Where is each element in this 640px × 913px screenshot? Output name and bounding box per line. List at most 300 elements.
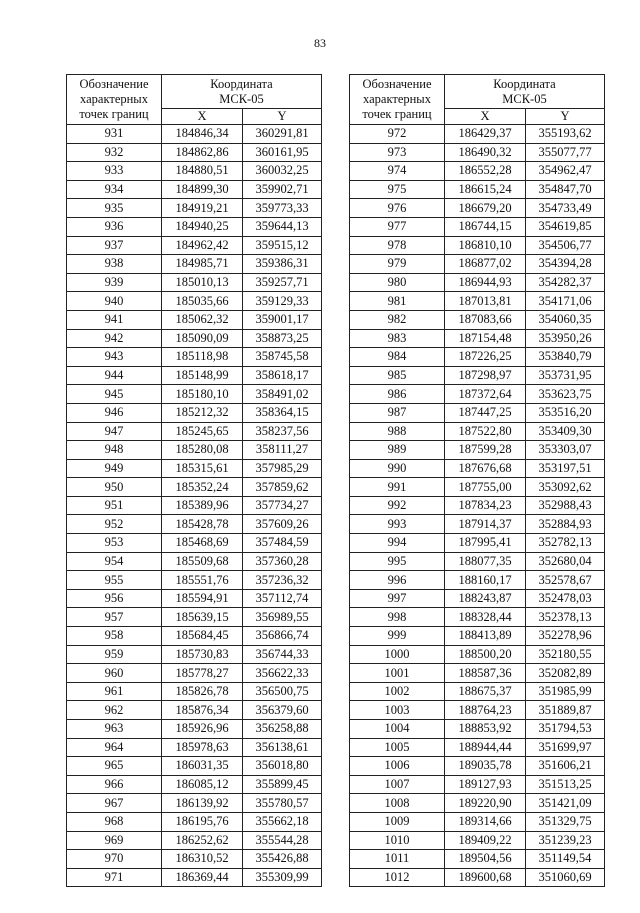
point-number-cell: 970 xyxy=(67,850,162,869)
point-number-cell: 935 xyxy=(67,199,162,218)
table-row xyxy=(67,125,322,144)
y-coordinate-cell: 351699,97 xyxy=(526,738,605,757)
point-number-cell: 978 xyxy=(350,236,445,255)
y-coordinate-cell: 356258,88 xyxy=(243,720,322,739)
y-coordinate-cell: 356622,33 xyxy=(243,664,322,683)
table-row xyxy=(350,162,605,181)
y-coordinate-cell: 359773,33 xyxy=(243,199,322,218)
y-coordinate-cell: 360291,81 xyxy=(243,125,322,144)
y-coordinate-cell: 354962,47 xyxy=(526,162,605,181)
header-coordinate xyxy=(162,75,322,109)
table-row xyxy=(350,812,605,831)
table-row xyxy=(67,459,322,478)
x-coordinate-cell: 187154,48 xyxy=(445,329,526,348)
x-coordinate-cell: 189220,90 xyxy=(445,794,526,813)
table-row xyxy=(67,682,322,701)
y-coordinate-cell: 359515,12 xyxy=(243,236,322,255)
table-row xyxy=(350,571,605,590)
table-row xyxy=(67,645,322,664)
point-number-cell: 980 xyxy=(350,273,445,292)
y-coordinate-cell: 358491,02 xyxy=(243,385,322,404)
table-row xyxy=(67,868,322,887)
y-coordinate-cell: 359644,13 xyxy=(243,217,322,236)
table-row xyxy=(350,180,605,199)
x-coordinate-cell: 186810,10 xyxy=(445,236,526,255)
x-coordinate-cell: 186552,28 xyxy=(445,162,526,181)
table-row xyxy=(67,515,322,534)
y-coordinate-cell: 357985,29 xyxy=(243,459,322,478)
x-coordinate-cell: 185010,13 xyxy=(162,273,243,292)
table-row xyxy=(67,292,322,311)
table-row xyxy=(350,720,605,739)
point-number-cell: 951 xyxy=(67,496,162,515)
x-coordinate-cell: 187013,81 xyxy=(445,292,526,311)
table-row xyxy=(350,422,605,441)
x-coordinate-cell: 188328,44 xyxy=(445,608,526,627)
y-coordinate-cell: 351889,87 xyxy=(526,701,605,720)
y-coordinate-cell: 356866,74 xyxy=(243,627,322,646)
table-row xyxy=(350,273,605,292)
point-number-cell: 967 xyxy=(67,794,162,813)
x-coordinate-cell: 184899,30 xyxy=(162,180,243,199)
point-number-cell: 945 xyxy=(67,385,162,404)
x-coordinate-cell: 185594,91 xyxy=(162,589,243,608)
table-row xyxy=(350,775,605,794)
x-coordinate-cell: 187755,00 xyxy=(445,478,526,497)
coordinates-table-left xyxy=(66,74,322,887)
point-number-cell: 952 xyxy=(67,515,162,534)
header-point-name-line3: точек границ xyxy=(79,107,149,121)
table-row xyxy=(67,608,322,627)
x-coordinate-cell: 187298,97 xyxy=(445,366,526,385)
y-coordinate-cell: 356379,60 xyxy=(243,701,322,720)
x-coordinate-cell: 185684,45 xyxy=(162,627,243,646)
x-coordinate-cell: 188944,44 xyxy=(445,738,526,757)
x-coordinate-cell: 187914,37 xyxy=(445,515,526,534)
point-number-cell: 1009 xyxy=(350,812,445,831)
table-row xyxy=(67,217,322,236)
header-y: Y xyxy=(243,109,322,125)
point-number-cell: 1003 xyxy=(350,701,445,720)
point-number-cell: 932 xyxy=(67,143,162,162)
y-coordinate-cell: 351606,21 xyxy=(526,757,605,776)
point-number-cell: 1012 xyxy=(350,868,445,887)
header-coordinate-line2: МСК-05 xyxy=(502,91,547,106)
point-number-cell: 987 xyxy=(350,403,445,422)
table-row xyxy=(67,850,322,869)
table-row xyxy=(350,217,605,236)
table-row xyxy=(350,366,605,385)
point-number-cell: 938 xyxy=(67,255,162,274)
x-coordinate-cell: 184880,51 xyxy=(162,162,243,181)
point-number-cell: 943 xyxy=(67,348,162,367)
point-number-cell: 946 xyxy=(67,403,162,422)
y-coordinate-cell: 357112,74 xyxy=(243,589,322,608)
x-coordinate-cell: 185180,10 xyxy=(162,385,243,404)
y-coordinate-cell: 352278,96 xyxy=(526,627,605,646)
table-row xyxy=(350,348,605,367)
table-row xyxy=(67,255,322,274)
header-point-name-line3: точек границ xyxy=(362,107,432,121)
point-number-cell: 972 xyxy=(350,125,445,144)
x-coordinate-cell: 185778,27 xyxy=(162,664,243,683)
point-number-cell: 989 xyxy=(350,441,445,460)
point-number-cell: 955 xyxy=(67,571,162,590)
x-coordinate-cell: 187599,28 xyxy=(445,441,526,460)
table-row xyxy=(67,812,322,831)
x-coordinate-cell: 186679,20 xyxy=(445,199,526,218)
y-coordinate-cell: 358745,58 xyxy=(243,348,322,367)
table-row xyxy=(350,403,605,422)
table-row xyxy=(67,757,322,776)
y-coordinate-cell: 357734,27 xyxy=(243,496,322,515)
point-number-cell: 982 xyxy=(350,310,445,329)
y-coordinate-cell: 358237,56 xyxy=(243,422,322,441)
y-coordinate-cell: 354394,28 xyxy=(526,255,605,274)
point-number-cell: 954 xyxy=(67,552,162,571)
table-row xyxy=(350,645,605,664)
y-coordinate-cell: 355780,57 xyxy=(243,794,322,813)
table-row xyxy=(350,125,605,144)
y-coordinate-cell: 358364,15 xyxy=(243,403,322,422)
table-row xyxy=(350,515,605,534)
table-row xyxy=(67,534,322,553)
table-row xyxy=(350,850,605,869)
y-coordinate-cell: 353840,79 xyxy=(526,348,605,367)
y-coordinate-cell: 351513,25 xyxy=(526,775,605,794)
point-number-cell: 975 xyxy=(350,180,445,199)
x-coordinate-cell: 185389,96 xyxy=(162,496,243,515)
table-row xyxy=(67,831,322,850)
x-coordinate-cell: 185639,15 xyxy=(162,608,243,627)
x-coordinate-cell: 185428,78 xyxy=(162,515,243,534)
point-number-cell: 959 xyxy=(67,645,162,664)
y-coordinate-cell: 357609,26 xyxy=(243,515,322,534)
point-number-cell: 941 xyxy=(67,310,162,329)
y-coordinate-cell: 358618,17 xyxy=(243,366,322,385)
header-y: Y xyxy=(526,109,605,125)
x-coordinate-cell: 187447,25 xyxy=(445,403,526,422)
y-coordinate-cell: 356989,55 xyxy=(243,608,322,627)
point-number-cell: 939 xyxy=(67,273,162,292)
x-coordinate-cell: 189035,78 xyxy=(445,757,526,776)
table-row xyxy=(67,273,322,292)
table-row xyxy=(67,385,322,404)
table-row xyxy=(67,199,322,218)
point-number-cell: 947 xyxy=(67,422,162,441)
header-point-name-line2: характерных xyxy=(80,92,148,106)
header-point-name xyxy=(67,75,162,125)
point-number-cell: 933 xyxy=(67,162,162,181)
table-row xyxy=(67,441,322,460)
table-row xyxy=(67,162,322,181)
table-row xyxy=(350,236,605,255)
point-number-cell: 968 xyxy=(67,812,162,831)
point-number-cell: 1004 xyxy=(350,720,445,739)
y-coordinate-cell: 359129,33 xyxy=(243,292,322,311)
x-coordinate-cell: 185468,69 xyxy=(162,534,243,553)
table-row xyxy=(67,348,322,367)
point-number-cell: 960 xyxy=(67,664,162,683)
x-coordinate-cell: 189600,68 xyxy=(445,868,526,887)
x-coordinate-cell: 185148,99 xyxy=(162,366,243,385)
point-number-cell: 999 xyxy=(350,627,445,646)
y-coordinate-cell: 357360,28 xyxy=(243,552,322,571)
y-coordinate-cell: 355544,28 xyxy=(243,831,322,850)
y-coordinate-cell: 352180,55 xyxy=(526,645,605,664)
y-coordinate-cell: 353950,26 xyxy=(526,329,605,348)
y-coordinate-cell: 352988,43 xyxy=(526,496,605,515)
y-coordinate-cell: 357236,32 xyxy=(243,571,322,590)
y-coordinate-cell: 351239,23 xyxy=(526,831,605,850)
table-row xyxy=(350,682,605,701)
table-row xyxy=(350,831,605,850)
table-row xyxy=(350,608,605,627)
point-number-cell: 981 xyxy=(350,292,445,311)
y-coordinate-cell: 352782,13 xyxy=(526,534,605,553)
point-number-cell: 964 xyxy=(67,738,162,757)
table-row xyxy=(67,236,322,255)
x-coordinate-cell: 189127,93 xyxy=(445,775,526,794)
table-row xyxy=(350,143,605,162)
y-coordinate-cell: 353303,07 xyxy=(526,441,605,460)
x-coordinate-cell: 184962,42 xyxy=(162,236,243,255)
point-number-cell: 977 xyxy=(350,217,445,236)
y-coordinate-cell: 354733,49 xyxy=(526,199,605,218)
point-number-cell: 958 xyxy=(67,627,162,646)
point-number-cell: 1008 xyxy=(350,794,445,813)
point-number-cell: 966 xyxy=(67,775,162,794)
y-coordinate-cell: 360032,25 xyxy=(243,162,322,181)
point-number-cell: 971 xyxy=(67,868,162,887)
y-coordinate-cell: 355426,88 xyxy=(243,850,322,869)
x-coordinate-cell: 186139,92 xyxy=(162,794,243,813)
table-row xyxy=(67,589,322,608)
page-number: 83 xyxy=(314,36,326,50)
point-number-cell: 1011 xyxy=(350,850,445,869)
y-coordinate-cell: 352680,04 xyxy=(526,552,605,571)
y-coordinate-cell: 355899,45 xyxy=(243,775,322,794)
table-row xyxy=(350,292,605,311)
x-coordinate-cell: 188853,92 xyxy=(445,720,526,739)
x-coordinate-cell: 185118,98 xyxy=(162,348,243,367)
x-coordinate-cell: 186369,44 xyxy=(162,868,243,887)
x-coordinate-cell: 189504,56 xyxy=(445,850,526,869)
y-coordinate-cell: 354619,85 xyxy=(526,217,605,236)
point-number-cell: 973 xyxy=(350,143,445,162)
table-row xyxy=(67,329,322,348)
table-body-left xyxy=(67,125,322,887)
point-number-cell: 986 xyxy=(350,385,445,404)
header-coordinate-line1: Координата xyxy=(493,76,556,91)
header-point-name-line1: Обозначение xyxy=(362,77,432,91)
x-coordinate-cell: 187522,80 xyxy=(445,422,526,441)
header-point-name-line2: характерных xyxy=(363,92,431,106)
x-coordinate-cell: 185876,34 xyxy=(162,701,243,720)
x-coordinate-cell: 187083,66 xyxy=(445,310,526,329)
x-coordinate-cell: 186877,02 xyxy=(445,255,526,274)
x-coordinate-cell: 187834,23 xyxy=(445,496,526,515)
x-coordinate-cell: 185352,24 xyxy=(162,478,243,497)
x-coordinate-cell: 186031,35 xyxy=(162,757,243,776)
header-x: X xyxy=(445,109,526,125)
x-coordinate-cell: 186085,12 xyxy=(162,775,243,794)
table-row xyxy=(67,422,322,441)
x-coordinate-cell: 187226,25 xyxy=(445,348,526,367)
table-row xyxy=(350,664,605,683)
x-coordinate-cell: 187372,64 xyxy=(445,385,526,404)
y-coordinate-cell: 359902,71 xyxy=(243,180,322,199)
table-row xyxy=(350,701,605,720)
y-coordinate-cell: 353409,30 xyxy=(526,422,605,441)
header-point-name-line1: Обозначение xyxy=(79,77,149,91)
point-number-cell: 940 xyxy=(67,292,162,311)
y-coordinate-cell: 356138,61 xyxy=(243,738,322,757)
point-number-cell: 1002 xyxy=(350,682,445,701)
x-coordinate-cell: 185551,76 xyxy=(162,571,243,590)
y-coordinate-cell: 351060,69 xyxy=(526,868,605,887)
x-coordinate-cell: 187676,68 xyxy=(445,459,526,478)
table-row xyxy=(67,180,322,199)
point-number-cell: 993 xyxy=(350,515,445,534)
x-coordinate-cell: 188243,87 xyxy=(445,589,526,608)
x-coordinate-cell: 188675,37 xyxy=(445,682,526,701)
point-number-cell: 953 xyxy=(67,534,162,553)
y-coordinate-cell: 351421,09 xyxy=(526,794,605,813)
y-coordinate-cell: 352578,67 xyxy=(526,571,605,590)
table-row xyxy=(67,794,322,813)
point-number-cell: 1001 xyxy=(350,664,445,683)
y-coordinate-cell: 353092,62 xyxy=(526,478,605,497)
x-coordinate-cell: 185245,65 xyxy=(162,422,243,441)
table-row xyxy=(350,589,605,608)
point-number-cell: 984 xyxy=(350,348,445,367)
x-coordinate-cell: 185090,09 xyxy=(162,329,243,348)
x-coordinate-cell: 185978,63 xyxy=(162,738,243,757)
y-coordinate-cell: 354847,70 xyxy=(526,180,605,199)
header-x: X xyxy=(162,109,243,125)
header-coordinate xyxy=(445,75,605,109)
y-coordinate-cell: 351149,54 xyxy=(526,850,605,869)
x-coordinate-cell: 186744,15 xyxy=(445,217,526,236)
x-coordinate-cell: 188077,35 xyxy=(445,552,526,571)
point-number-cell: 994 xyxy=(350,534,445,553)
x-coordinate-cell: 185509,68 xyxy=(162,552,243,571)
y-coordinate-cell: 355309,99 xyxy=(243,868,322,887)
y-coordinate-cell: 351794,53 xyxy=(526,720,605,739)
point-number-cell: 1007 xyxy=(350,775,445,794)
y-coordinate-cell: 353623,75 xyxy=(526,385,605,404)
header-coordinate-line2: МСК-05 xyxy=(219,91,264,106)
table-row xyxy=(350,329,605,348)
x-coordinate-cell: 187995,41 xyxy=(445,534,526,553)
point-number-cell: 950 xyxy=(67,478,162,497)
table-row xyxy=(67,738,322,757)
point-number-cell: 998 xyxy=(350,608,445,627)
x-coordinate-cell: 185035,66 xyxy=(162,292,243,311)
table-row xyxy=(67,478,322,497)
y-coordinate-cell: 357484,59 xyxy=(243,534,322,553)
table-row xyxy=(350,459,605,478)
point-number-cell: 988 xyxy=(350,422,445,441)
table-row xyxy=(67,143,322,162)
point-number-cell: 963 xyxy=(67,720,162,739)
point-number-cell: 976 xyxy=(350,199,445,218)
point-number-cell: 991 xyxy=(350,478,445,497)
y-coordinate-cell: 353731,95 xyxy=(526,366,605,385)
y-coordinate-cell: 352082,89 xyxy=(526,664,605,683)
y-coordinate-cell: 360161,95 xyxy=(243,143,322,162)
x-coordinate-cell: 189409,22 xyxy=(445,831,526,850)
y-coordinate-cell: 359001,17 xyxy=(243,310,322,329)
point-number-cell: 979 xyxy=(350,255,445,274)
x-coordinate-cell: 185926,96 xyxy=(162,720,243,739)
y-coordinate-cell: 351329,75 xyxy=(526,812,605,831)
y-coordinate-cell: 358873,25 xyxy=(243,329,322,348)
y-coordinate-cell: 354282,37 xyxy=(526,273,605,292)
table-row xyxy=(67,701,322,720)
x-coordinate-cell: 185826,78 xyxy=(162,682,243,701)
point-number-cell: 965 xyxy=(67,757,162,776)
table-row xyxy=(67,775,322,794)
table-row xyxy=(350,385,605,404)
point-number-cell: 1010 xyxy=(350,831,445,850)
point-number-cell: 974 xyxy=(350,162,445,181)
x-coordinate-cell: 186429,37 xyxy=(445,125,526,144)
header-point-name xyxy=(350,75,445,125)
point-number-cell: 997 xyxy=(350,589,445,608)
table-row xyxy=(350,478,605,497)
x-coordinate-cell: 185212,32 xyxy=(162,403,243,422)
point-number-cell: 962 xyxy=(67,701,162,720)
table-row xyxy=(67,552,322,571)
table-row xyxy=(67,310,322,329)
y-coordinate-cell: 353197,51 xyxy=(526,459,605,478)
table-row xyxy=(350,255,605,274)
x-coordinate-cell: 186310,52 xyxy=(162,850,243,869)
table-row xyxy=(350,738,605,757)
table-row xyxy=(350,310,605,329)
table-row xyxy=(350,868,605,887)
point-number-cell: 936 xyxy=(67,217,162,236)
y-coordinate-cell: 356744,33 xyxy=(243,645,322,664)
x-coordinate-cell: 184862,86 xyxy=(162,143,243,162)
table-row xyxy=(350,441,605,460)
y-coordinate-cell: 359386,31 xyxy=(243,255,322,274)
point-number-cell: 990 xyxy=(350,459,445,478)
y-coordinate-cell: 353516,20 xyxy=(526,403,605,422)
table-row xyxy=(67,720,322,739)
point-number-cell: 934 xyxy=(67,180,162,199)
table-row xyxy=(350,496,605,515)
y-coordinate-cell: 355662,18 xyxy=(243,812,322,831)
x-coordinate-cell: 188587,36 xyxy=(445,664,526,683)
y-coordinate-cell: 356500,75 xyxy=(243,682,322,701)
y-coordinate-cell: 357859,62 xyxy=(243,478,322,497)
y-coordinate-cell: 358111,27 xyxy=(243,441,322,460)
point-number-cell: 1006 xyxy=(350,757,445,776)
x-coordinate-cell: 186944,93 xyxy=(445,273,526,292)
table-row xyxy=(67,627,322,646)
table-row xyxy=(67,366,322,385)
point-number-cell: 948 xyxy=(67,441,162,460)
y-coordinate-cell: 354060,35 xyxy=(526,310,605,329)
table-row xyxy=(350,757,605,776)
point-number-cell: 937 xyxy=(67,236,162,255)
x-coordinate-cell: 186615,24 xyxy=(445,180,526,199)
table-row xyxy=(67,664,322,683)
point-number-cell: 956 xyxy=(67,589,162,608)
